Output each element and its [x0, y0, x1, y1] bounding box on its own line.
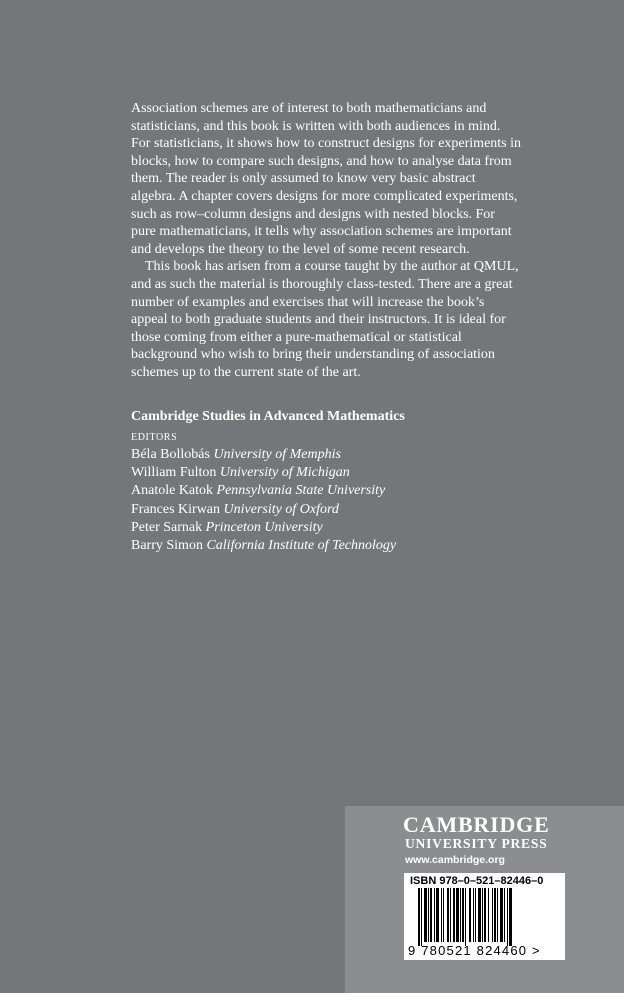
barcode-bar — [497, 888, 498, 942]
barcode-bar — [460, 888, 461, 942]
isbn-barcode — [404, 873, 565, 960]
barcode-bar — [494, 888, 496, 942]
barcode-bar — [421, 888, 422, 946]
barcode-bar — [488, 888, 489, 942]
editor-affiliation: Pennsylvania State University — [216, 483, 386, 499]
barcode-bar — [473, 888, 474, 942]
blurb-paragraph-1: Association schemes are of interest to both mathematicians and statisticians, and this book is written with both audiences in mind. For statisticians, it shows how to construct designs for experiments in blocks, how to compare such designs, and how to analyse data from them. The reader is only assumed to know very basic abstract algebra. A chapter covers designs for more complicated experiments, such as row–column designs and designs with nested blocks. For pure mathematicians, it tells why association schemes are important and develops the theory to the level of some recent research. — [131, 101, 522, 257]
back-cover-blurb — [131, 100, 521, 382]
barcode-bar — [478, 888, 481, 942]
barcode-bar — [450, 888, 451, 942]
publisher-url: www.cambridge.org — [405, 854, 505, 866]
editor-name: Peter Sarnak — [131, 519, 203, 535]
editor-affiliation: University of Oxford — [223, 501, 339, 517]
ean-digits: 9 780521 824460 > — [408, 943, 541, 958]
barcode-bar — [447, 888, 449, 942]
editor-line — [131, 464, 531, 482]
editor-affiliation: University of Michigan — [219, 465, 350, 481]
barcode-bar — [434, 888, 435, 942]
barcode-bar — [462, 888, 464, 942]
barcode-bar — [482, 888, 483, 942]
editor-name: Frances Kirwan — [131, 501, 221, 517]
barcode-bar — [509, 888, 512, 946]
barcode-bar — [475, 888, 476, 942]
barcode-bar — [428, 888, 429, 942]
barcode-bar — [436, 888, 439, 942]
series-title: Cambridge Studies in Advanced Mathematics — [131, 409, 405, 424]
editors-label: EDITORS — [131, 432, 178, 443]
editor-name: Anatole Katok — [131, 483, 214, 499]
barcode-bar — [453, 888, 455, 942]
editor-line — [131, 482, 531, 500]
editor-affiliation: University of Memphis — [213, 447, 341, 462]
barcode-bar — [492, 888, 493, 942]
isbn-label: ISBN 978–0–521–82446–0 — [410, 875, 544, 887]
barcode-bar — [441, 888, 442, 942]
barcode-bar — [469, 888, 471, 942]
editor-line — [131, 537, 531, 555]
editor-line — [131, 446, 531, 464]
editor-line — [131, 501, 531, 519]
barcode-bar — [418, 888, 420, 946]
barcode-bar — [443, 888, 444, 942]
series-info — [131, 408, 531, 555]
barcode-bar — [465, 888, 466, 946]
editor-name: Béla Bollobás — [131, 447, 210, 462]
editor-name: William Fulton — [131, 465, 217, 481]
barcode-bar — [484, 888, 486, 942]
publisher-name: CAMBRIDGE — [403, 812, 550, 837]
editor-name: Barry Simon — [131, 538, 203, 554]
publisher-panel — [345, 806, 624, 993]
barcode-bar — [500, 888, 503, 942]
barcode-bar — [430, 888, 432, 942]
editor-affiliation: Princeton University — [205, 519, 323, 535]
barcode-bar — [504, 888, 505, 942]
publisher-subtitle: UNIVERSITY PRESS — [405, 836, 548, 851]
barcode-bar — [424, 888, 427, 942]
blurb-paragraph-2: This book has arisen from a course taught by the author at QMUL, and as such the material is thoroughly class-tested. There are a great number of examples and exercises that will increase the book’s appeal to both graduate students and their instructors. It is ideal for those coming from either a pure-mathematical or statistical background who wish to bring their understanding of association schemes up to the current state of the art. — [131, 259, 519, 380]
barcode-bar — [507, 888, 508, 946]
barcode-bar — [456, 888, 459, 942]
editor-line — [131, 519, 531, 537]
editor-affiliation: California Institute of Technology — [206, 538, 397, 554]
